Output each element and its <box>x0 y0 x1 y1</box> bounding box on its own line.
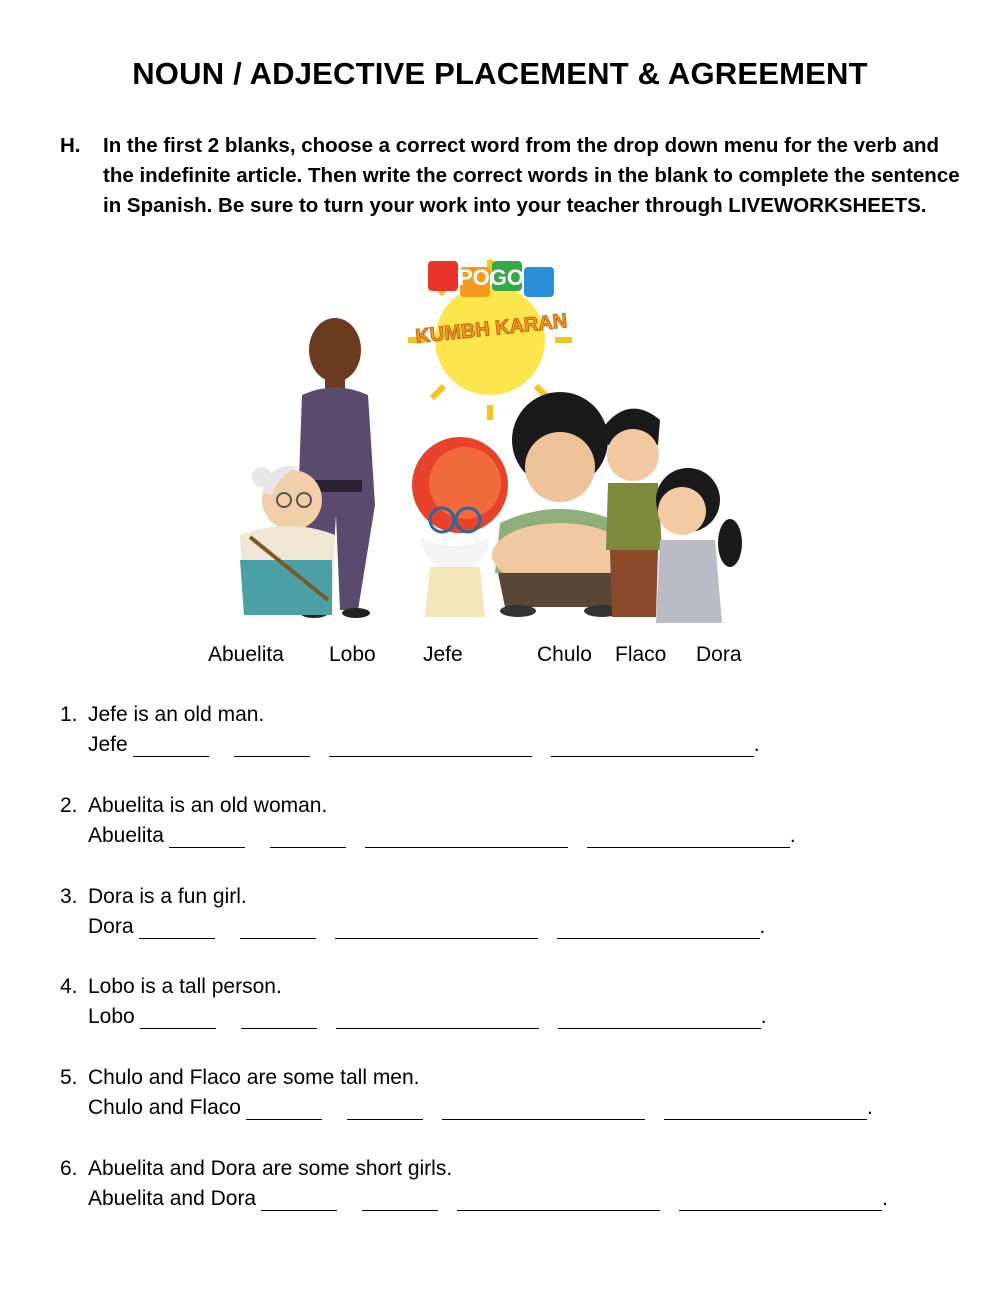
answer-line <box>88 1096 873 1120</box>
worksheet-title: NOUN / ADJECTIVE PLACEMENT & AGREEMENT <box>132 56 868 91</box>
question-english: Jefe is an old man. <box>88 703 265 726</box>
answer-subject: Jefe <box>88 733 128 756</box>
flaco-figure <box>605 409 662 617</box>
dora-figure <box>656 468 742 623</box>
character-name-labels <box>0 643 1000 673</box>
verb-dropdown-blank[interactable] <box>246 1099 322 1120</box>
answer-line <box>88 1187 888 1211</box>
verb-dropdown-blank[interactable] <box>133 736 209 757</box>
character-name: Jefe <box>423 643 463 666</box>
question-number: 2. <box>60 794 78 817</box>
verb-dropdown-blank[interactable] <box>169 827 245 848</box>
character-name: Chulo <box>537 643 592 666</box>
instruction-letter: H. <box>60 134 81 157</box>
show-title-text: KUMBH KARAN <box>414 310 569 348</box>
noun-text-blank[interactable] <box>457 1190 660 1211</box>
jefe-figure <box>412 437 508 617</box>
answer-line <box>88 1005 767 1029</box>
noun-text-blank[interactable] <box>335 918 538 939</box>
answer-line <box>88 824 796 848</box>
instruction-text: In the first 2 blanks, choose a correct word from the drop down menu for the verb and the indefinite article. Then write the correct words in the blank to complete the sentence in Spanish. Be sure to turn your work into your teacher through LIVEWORKSHEETS. <box>103 134 960 217</box>
article-dropdown-blank[interactable] <box>240 918 316 939</box>
answer-subject: Chulo and Flaco <box>88 1096 241 1119</box>
question-english: Chulo and Flaco are some tall men. <box>88 1066 420 1089</box>
verb-dropdown-blank[interactable] <box>140 1008 216 1029</box>
verb-dropdown-blank[interactable] <box>139 918 215 939</box>
answer-subject: Dora <box>88 915 134 938</box>
article-dropdown-blank[interactable] <box>347 1099 423 1120</box>
character-name: Lobo <box>329 643 376 666</box>
answer-line <box>88 733 760 757</box>
adjective-text-blank[interactable] <box>587 827 790 848</box>
question-english: Dora is a fun girl. <box>88 885 247 908</box>
sentence-period: . <box>882 1187 888 1210</box>
adjective-text-blank[interactable] <box>551 736 754 757</box>
question-number: 3. <box>60 885 78 908</box>
question-number: 5. <box>60 1066 78 1089</box>
adjective-text-blank[interactable] <box>664 1099 867 1120</box>
character-name: Dora <box>696 643 742 666</box>
verb-dropdown-blank[interactable] <box>261 1190 337 1211</box>
instructions <box>60 131 960 221</box>
answer-subject: Abuelita <box>88 824 164 847</box>
noun-text-blank[interactable] <box>336 1008 539 1029</box>
adjective-text-blank[interactable] <box>557 918 760 939</box>
noun-text-blank[interactable] <box>442 1099 645 1120</box>
article-dropdown-blank[interactable] <box>270 827 346 848</box>
sentence-period: . <box>753 733 760 756</box>
adjective-text-blank[interactable] <box>558 1008 761 1029</box>
question-english: Abuelita is an old woman. <box>88 794 328 817</box>
question-english: Lobo is a tall person. <box>88 975 282 998</box>
question-english: Abuelita and Dora are some short girls. <box>88 1157 453 1180</box>
question-number: 6. <box>60 1157 78 1180</box>
article-dropdown-blank[interactable] <box>362 1190 438 1211</box>
answer-subject: Abuelita and Dora <box>88 1187 257 1210</box>
adjective-text-blank[interactable] <box>679 1190 882 1211</box>
character-name: Abuelita <box>208 643 284 666</box>
sentence-period: . <box>759 915 766 938</box>
pogo-logo-text: POGO <box>457 265 525 290</box>
answer-subject: Lobo <box>88 1005 135 1028</box>
sentence-period: . <box>760 1005 767 1028</box>
answer-line <box>88 915 765 939</box>
pogo-characters-illustration <box>210 255 780 640</box>
article-dropdown-blank[interactable] <box>241 1008 317 1029</box>
noun-text-blank[interactable] <box>365 827 568 848</box>
sentence-period: . <box>789 824 796 847</box>
article-dropdown-blank[interactable] <box>234 736 310 757</box>
question-number: 4. <box>60 975 78 998</box>
noun-text-blank[interactable] <box>329 736 532 757</box>
sentence-period: . <box>866 1096 873 1119</box>
question-number: 1. <box>60 703 78 726</box>
character-name: Flaco <box>615 643 667 666</box>
